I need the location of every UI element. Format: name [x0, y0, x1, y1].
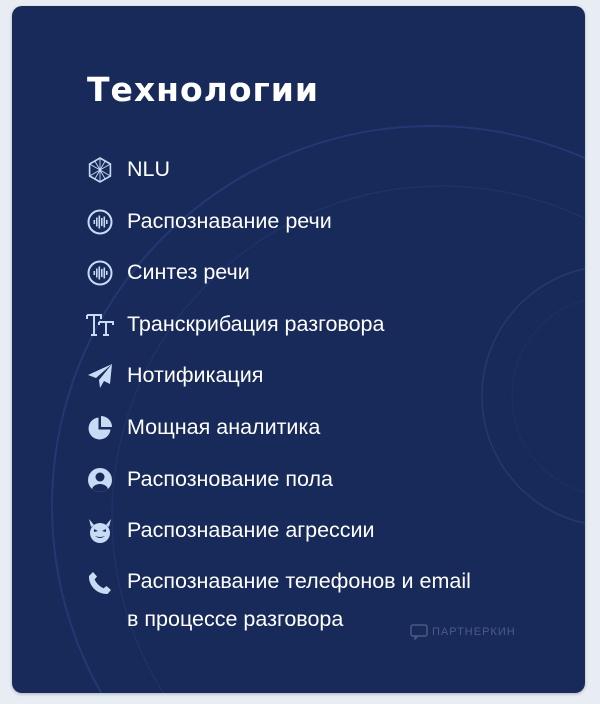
list-item-label: Распознавание телефонов и email в процессе разговора — [127, 568, 471, 631]
list-item-speech-synthesis — [86, 247, 487, 299]
devil-face-icon — [86, 517, 114, 545]
list-item-speech-recognition — [86, 196, 487, 248]
paper-plane-icon — [86, 362, 114, 390]
list-item-label: Распознавание речи — [127, 208, 332, 233]
user-circle-icon — [86, 466, 114, 494]
page-title: Технологии — [87, 70, 319, 109]
list-item-label: Транскрибация разговора — [127, 311, 385, 336]
soundwave-icon — [86, 208, 114, 236]
list-item-label: Мощная аналитика — [127, 414, 321, 439]
list-item-aggression-recognition — [86, 505, 487, 557]
list-item-analytics — [86, 402, 487, 454]
watermark-logo — [410, 624, 516, 640]
watermark-text: ПАРТНЕРКИН — [432, 626, 516, 638]
list-item-notification — [86, 350, 487, 402]
list-item-label: NLU — [127, 157, 171, 181]
text-size-icon — [86, 311, 114, 339]
technologies-list — [86, 144, 487, 631]
pie-chart-icon — [86, 414, 114, 442]
list-item-label: Нотификация — [127, 363, 264, 388]
technologies-card — [12, 6, 585, 693]
soundwave-icon — [86, 259, 114, 287]
hexagon-network-icon — [86, 156, 114, 184]
list-item-label: Распознавание агрессии — [127, 518, 375, 543]
list-item-transcription — [86, 299, 487, 351]
list-item-phone-email-recognition — [86, 557, 487, 631]
list-item-gender-recognition — [86, 454, 487, 506]
list-item-label: Синтез речи — [127, 260, 250, 285]
phone-icon — [86, 569, 114, 597]
list-item-label: Распознование пола — [127, 466, 333, 491]
list-item-nlu — [86, 144, 487, 196]
